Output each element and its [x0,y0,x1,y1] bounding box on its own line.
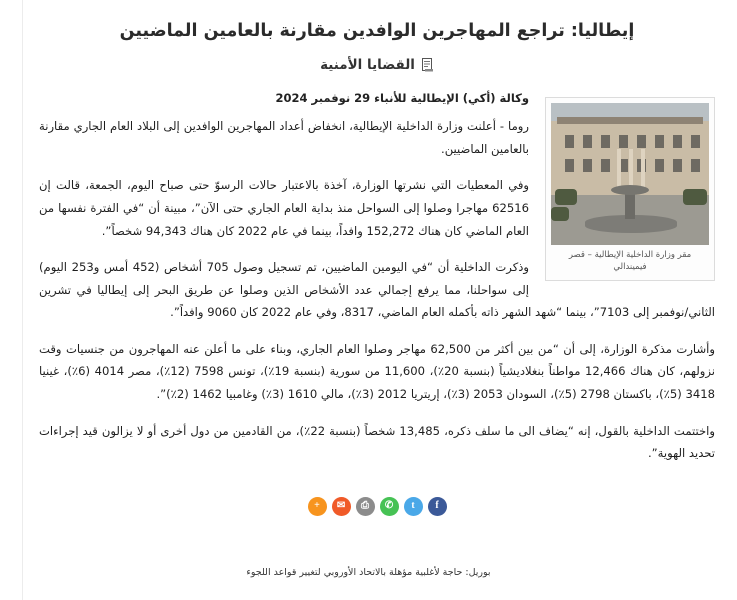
article-paragraph: وذكرت الداخلية أن “في اليومين الماضيين، تم تسجيل وصول 705 أشخاص (452 أمس و253 اليوم) إلى سواحلنا، مما يرفع إجمالي عدد الأشخاص الذين وصلوا عن طريق البحر إلى إيطاليا في تشرين الثاني/نوفمبر إلى 7103”، بينما “شهد الشهر ذاته بأكمله العام الماضي، 8317، وفي عام 2022 كان 9060 وافداً”. [39,260,715,320]
section-header [39,57,715,73]
twitter-share-button[interactable]: t [404,497,423,516]
article-byline: وكالة (أكي) الإيطالية للأنباء 29 نوفمبر 2024 [275,91,529,106]
related-article-link[interactable]: بوريل: حاجة لأغلبية مؤهلة بالاتحاد الأوروبي لتغيير قواعد اللجوء [246,567,491,578]
share-buttons [39,497,715,516]
article-content [23,0,737,600]
whatsapp-share-button[interactable]: ✆ [380,497,399,516]
page-title: إيطاليا: تراجع المهاجرين الوافدين مقارنة بالعامين الماضيين [119,21,635,41]
section-title: القضايا الأمنية [320,57,415,74]
article-body [39,91,715,479]
email-share-button[interactable]: ✉ [332,497,351,516]
facebook-share-button[interactable]: f [428,497,447,516]
left-rail [0,0,23,600]
article-paragraph: وأشارت مذكرة الوزارة، إلى أن “من بين أكثر من 62,500 مهاجر وصلوا العام الجاري، وبناء على ما أعلن عنه المهاجرون من جنسيات وقت نزولهم، كان هناك 12,466 مواطناً بنغلاديشياً (بنسبة 20٪)، 11,600 من سورية (بنسبة 19٪)، تونس 7598 (12٪)، مصر 4014 (6٪)، غينيا 3418 (5٪)، باكستان 2798 (5٪)، السودان 2053 (3٪)، إريتريا 2012 (3٪)، مالي 1610 (3٪) وغامبيا 1462 (2٪)”. [39,341,715,402]
print-share-button[interactable]: ⎙ [356,497,375,516]
figure-caption: مقر وزارة الداخلية الإيطالية – قصر فيميندالي [568,250,692,273]
article-paragraph: واختتمت الداخلية بالقول، إنه “يضاف الى ما سلف ذكره، 13,485 شخصاً (بنسبة 22٪)، من القادمين من دول أخرى أو لا يزالون قيد إجراءات تحديد الهوية”. [39,423,716,461]
article-figure [545,97,715,281]
article-paragraph: وفي المعطيات التي نشرتها الوزارة، آخذة بالاعتبار حالات الرسوّ حتى صباح اليوم، الجمعة، قالت إن 62516 مهاجرا وصلوا إلى السواحل منذ بداية العام الجاري حتى الآن”، مبينة أن “في الفترة نفسها من العام الماضي كان هناك 152,272 وافداً، بينما في عام 2022 كان هناك 94,343 شخصاً”. [39,178,529,238]
document-icon [422,58,434,72]
figure-image [551,103,709,245]
article-paragraph: روما - أعلنت وزارة الداخلية الإيطالية، انخفاض أعداد المهاجرين الوافدين إلى البلاد العام الجاري مقارنة بالعامين الماضيين. [39,119,529,156]
more-share-button[interactable]: + [308,497,327,516]
